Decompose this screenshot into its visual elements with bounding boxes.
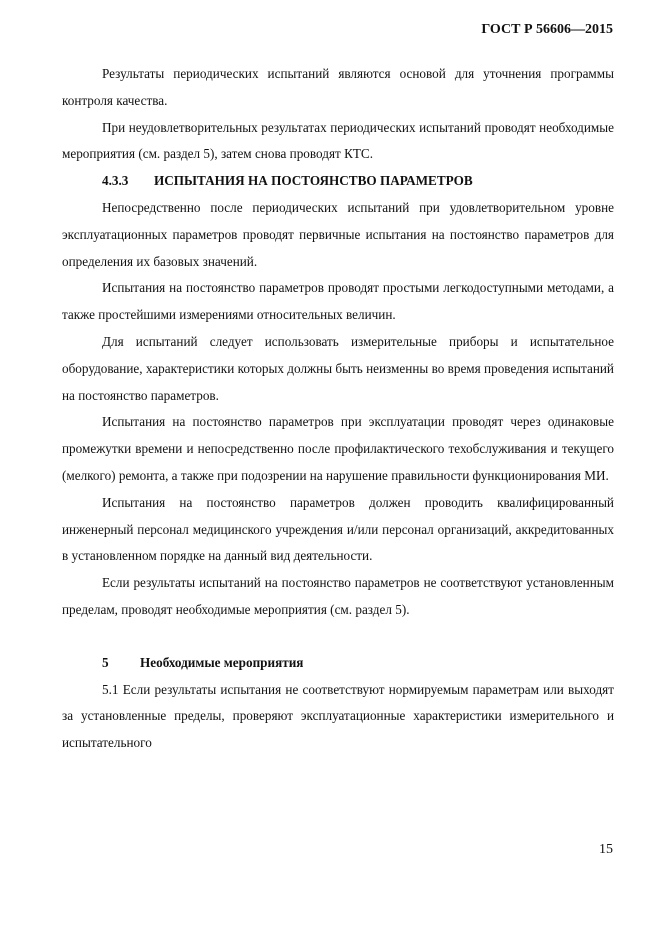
paragraph-limits: Если результаты испытаний на постоянство параметров не соответствуют установленным пределам, проводят необходимые мероприятия (см. раздел 5).	[62, 575, 614, 617]
paragraph-periodic-results: Результаты периодических испытаний являются основой для уточнения программы контроля качества.	[62, 66, 614, 108]
paragraph-simple-methods: Испытания на постоянство параметров проводят простыми легкодоступными методами, а также простейшими измерениями относительных величин.	[62, 280, 614, 323]
paragraph-equipment: Для испытаний следует использовать измерительные приборы и испытательное оборудование, характеристики которых должны быть неизменны во время проведения испытаний на постоянство параметров.	[62, 333, 614, 403]
paragraph-primary-tests: Непосредственно после периодических испытаний при удовлетворительном уровне эксплуатационных параметров проводят первичные испытания на постоянство параметров для определения их базовых значений.	[62, 199, 614, 269]
paragraph-5-1: 5.1 Если результаты испытания не соответствуют нормируемым параметрам или выходят за установленные пределы, проверяют эксплуатационные характеристики измерительного и испытательного	[62, 681, 614, 751]
page-number: 15	[599, 842, 613, 857]
section-number: 5	[102, 654, 109, 670]
paragraph-test-intervals: Испытания на постоянство параметров при эксплуатации проводят через одинаковые промежутки времени и непосредственно после профилактического техобслуживания и текущего (мелкого) ремонта, а также при подозрении на нарушение правильности функционирования МИ.	[62, 414, 614, 483]
document-body	[62, 61, 614, 757]
paragraph-unsatisfactory-results: При неудовлетворительных результатах периодических испытаний проводят необходимые мероприятия (см. раздел 5), затем снова проводят КТС.	[62, 119, 614, 162]
section-heading-5	[62, 650, 614, 677]
document-code-header: ГОСТ Р 56606—2015	[481, 22, 613, 37]
section-title: Необходимые мероприятия	[140, 654, 304, 670]
section-number: 4.3.3	[102, 173, 129, 189]
section-heading-4-3-3	[62, 168, 614, 195]
section-title: ИСПЫТАНИЯ НА ПОСТОЯНСТВО ПАРАМЕТРОВ	[154, 173, 473, 189]
paragraph-personnel: Испытания на постоянство параметров должен проводить квалифицированный инженерный персонал медицинского учреждения и/или персонал организаций, аккредитованных в установленном порядке на данный вид деятельности.	[62, 494, 614, 564]
